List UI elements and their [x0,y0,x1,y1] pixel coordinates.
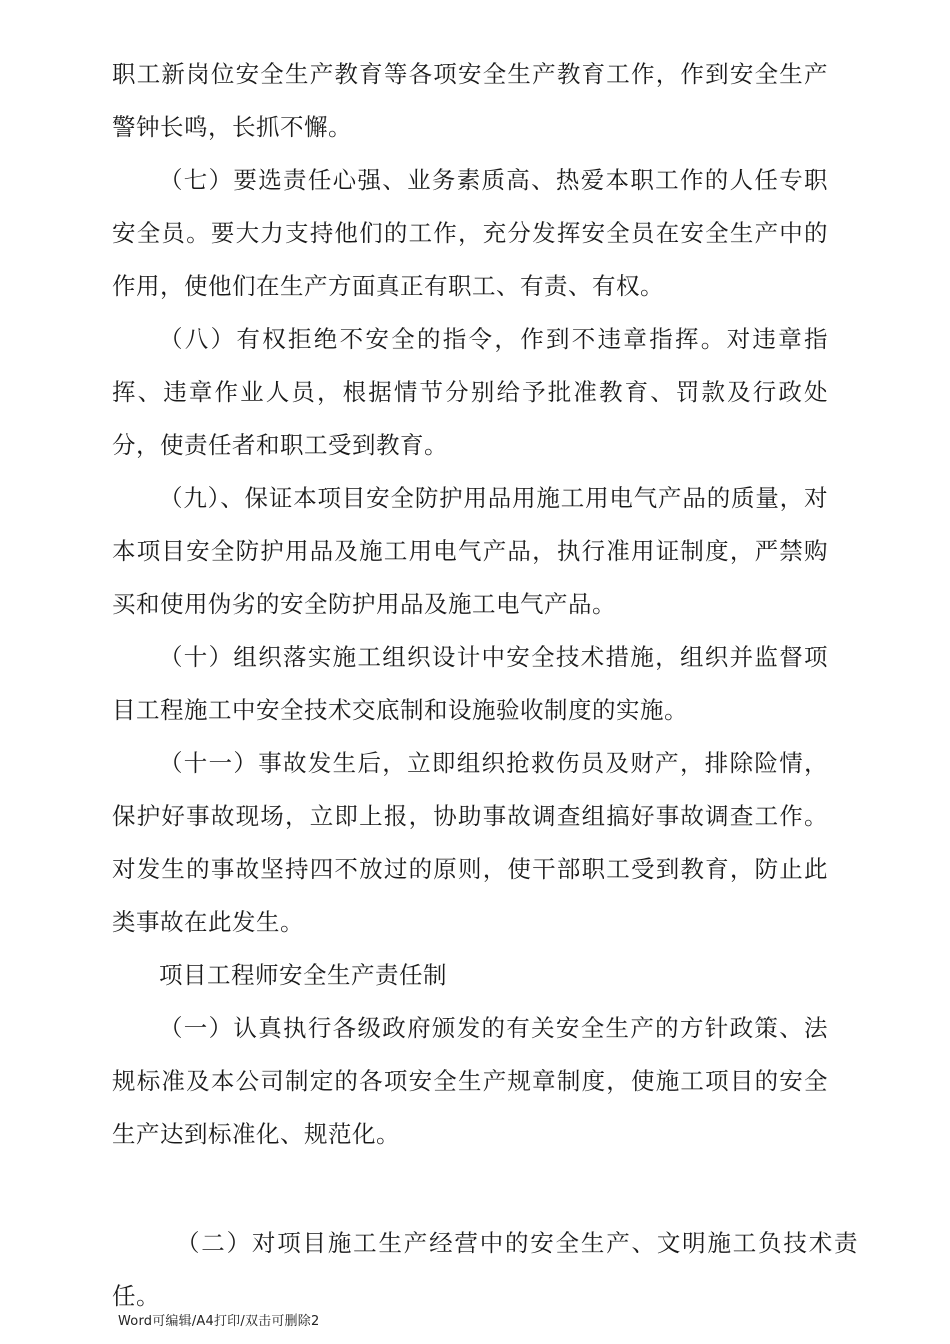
section-paragraph-2: （二）对项目施工生产经营中的安全生产、文明施工负技术责任。 [112,1229,858,1310]
paragraph-item-11: （十一）事故发生后，立即组织抢救伤员及财产，排除险情，保护好事故现场，立即上报，协助事故调查组搞好事故调查工作。对发生的事故坚持四不放过的原则，使干部职工受到教育，防止此类事故在此发生。 [112,749,828,936]
paragraph-item-9: （九）、保证本项目安全防护用品用施工用电气产品的质量，对本项目安全防护用品及施工用电气产品，执行准用证制度，严禁购买和使用伪劣的安全防护用品及施工电气产品。 [112,484,828,618]
paragraph-item-8: （八）有权拒绝不安全的指令，作到不违章指挥。对违章指挥、违章作业人员，根据情节分别给予批准教育、罚款及行政处分，使责任者和职工受到教育。 [112,325,828,459]
section-title: 项目工程师安全生产责任制 [159,961,447,989]
document-body [112,48,858,1323]
paragraph-gap [112,1161,828,1217]
paragraph-item-7: （七）要选责任心强、业务素质高、热爱本职工作的人任专职安全员。要大力支持他们的工作，充分发挥安全员在安全生产中的作用，使他们在生产方面真正有职工、有责、有权。 [112,166,828,300]
section-paragraph-1: （一）认真执行各级政府颁发的有关安全生产的方针政策、法规标准及本公司制定的各项安全生产规章制度，使施工项目的安全生产达到标准化、规范化。 [112,1014,828,1148]
paragraph-continuation: 职工新岗位安全生产教育等各项安全生产教育工作，作到安全生产警钟长鸣，长抓不懈。 [112,60,828,141]
paragraph-item-10: （十）组织落实施工组织设计中安全技术措施，组织并监督项目工程施工中安全技术交底制和设施验收制度的实施。 [112,643,828,724]
page-footer: Word可编辑/A4打印/双击可删除2 [118,1314,320,1329]
